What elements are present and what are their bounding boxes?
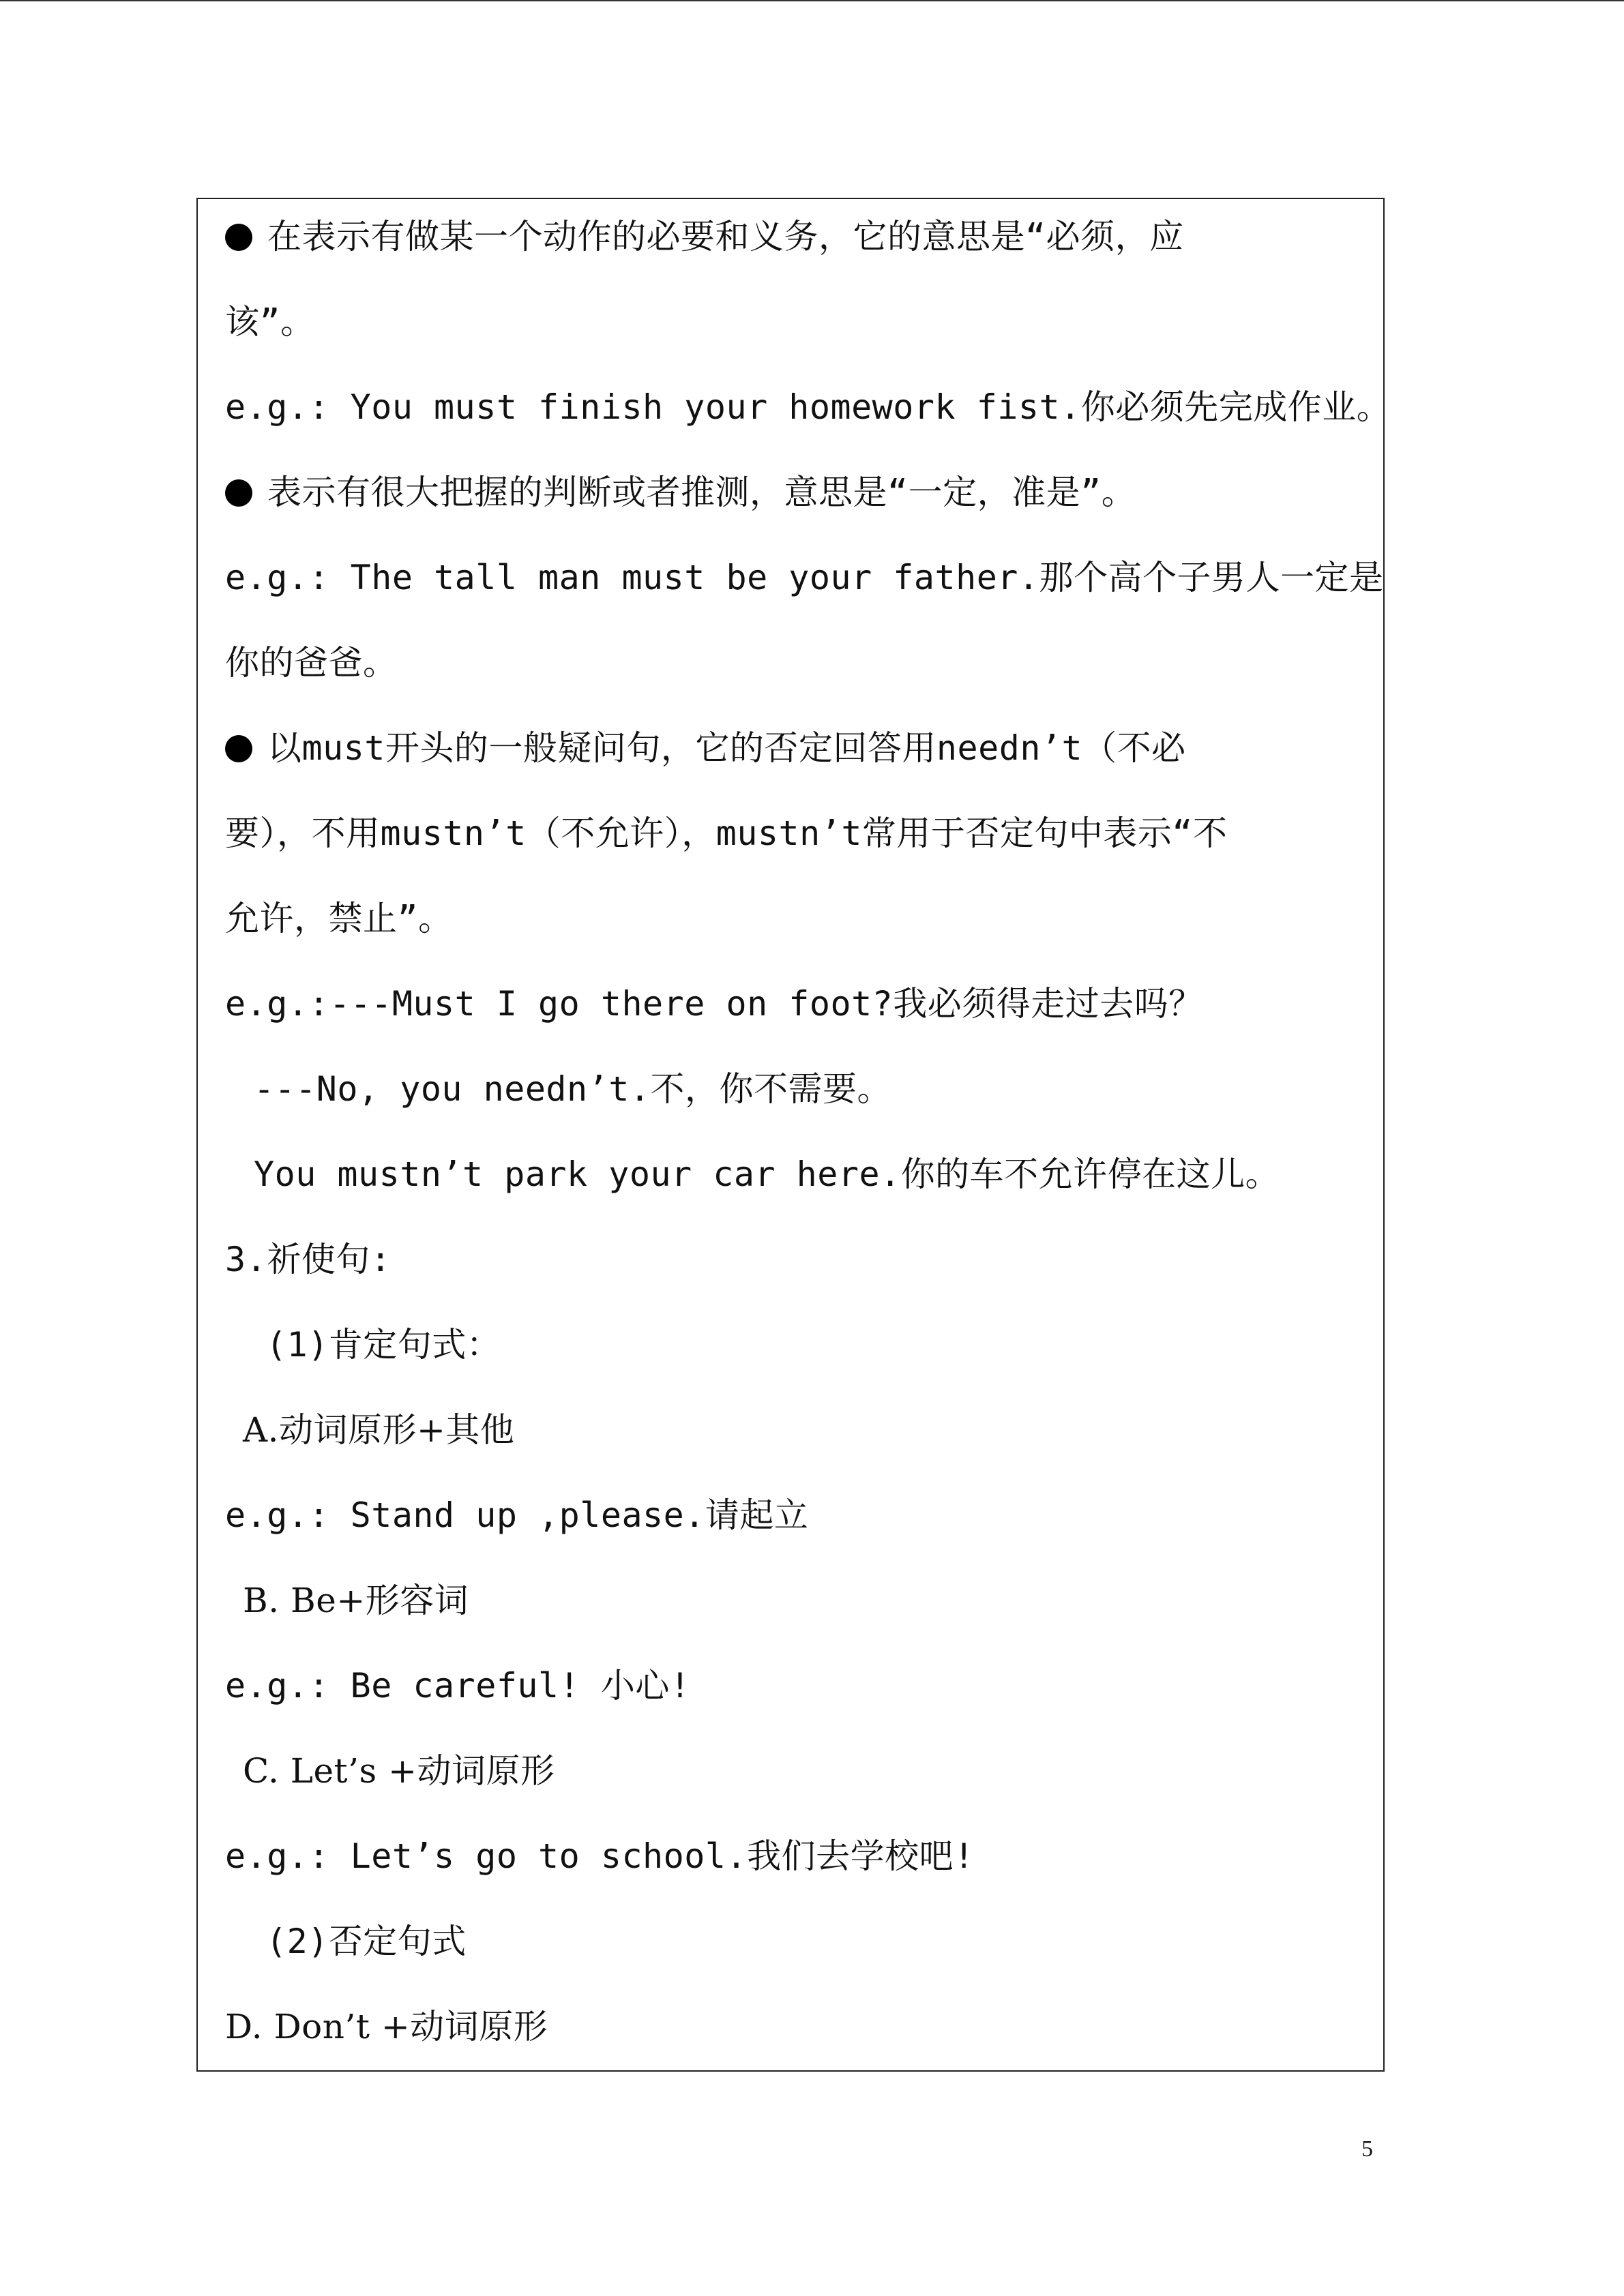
text-line: 要），不用mustn’t（不允许），mustn’t常用于否定句中表示“不 (225, 814, 1228, 853)
line-text: 在表示有做某一个动作的必要和义务，它的意思是“必须，应 (267, 217, 1184, 256)
text-line: 你的爸爸。 (225, 643, 398, 683)
subsection-heading: (1)肯定句式： (266, 1325, 501, 1365)
content-frame (196, 198, 1391, 2072)
rule-line: A.动词原形+其他 (243, 1410, 515, 1450)
example-line: e.g.: Let’s go to school.我们去学校吧! (225, 1836, 975, 1876)
text-line: 允许，禁止”。 (225, 899, 453, 938)
text-line (225, 728, 1186, 769)
rule-line: B. Be+形容词 (243, 1581, 469, 1620)
text-line: 该”。 (225, 302, 315, 342)
example-line: e.g.: You must finish your homework fist.你必须先完成作业。 (225, 387, 1391, 427)
text-line (225, 216, 1184, 257)
bullet-icon (225, 224, 252, 251)
page-number: 5 (1361, 2136, 1373, 2162)
line-text: 表示有很大把握的判断或者推测，意思是“一定，准是”。 (267, 473, 1136, 512)
rule-line: C. Let’s +动词原形 (243, 1751, 555, 1791)
bullet-icon (225, 479, 252, 507)
example-line: e.g.:---Must I go there on foot?我必须得走过去吗？ (225, 984, 1203, 1024)
rule-line: D. Don’t +动词原形 (225, 2007, 548, 2046)
example-line: e.g.: Be careful! 小心! (225, 1666, 691, 1705)
example-line: ---No, you needn’t.不，你不需要。 (254, 1069, 891, 1109)
bullet-icon (225, 735, 252, 762)
subsection-heading: (2)否定句式 (266, 1922, 467, 1961)
text-line (225, 472, 1136, 513)
example-line: You mustn’t park your car here.你的车不允许停在这儿。 (254, 1154, 1280, 1194)
line-text: 以must开头的一般疑问句，它的否定回答用needn’t（不必 (267, 728, 1186, 768)
section-heading: 3.祈使句: (225, 1240, 392, 1279)
example-line: e.g.: The tall man must be your father.那个高个子男人一定是 (225, 558, 1384, 597)
example-line: e.g.: Stand up ,please.请起立 (225, 1495, 809, 1535)
